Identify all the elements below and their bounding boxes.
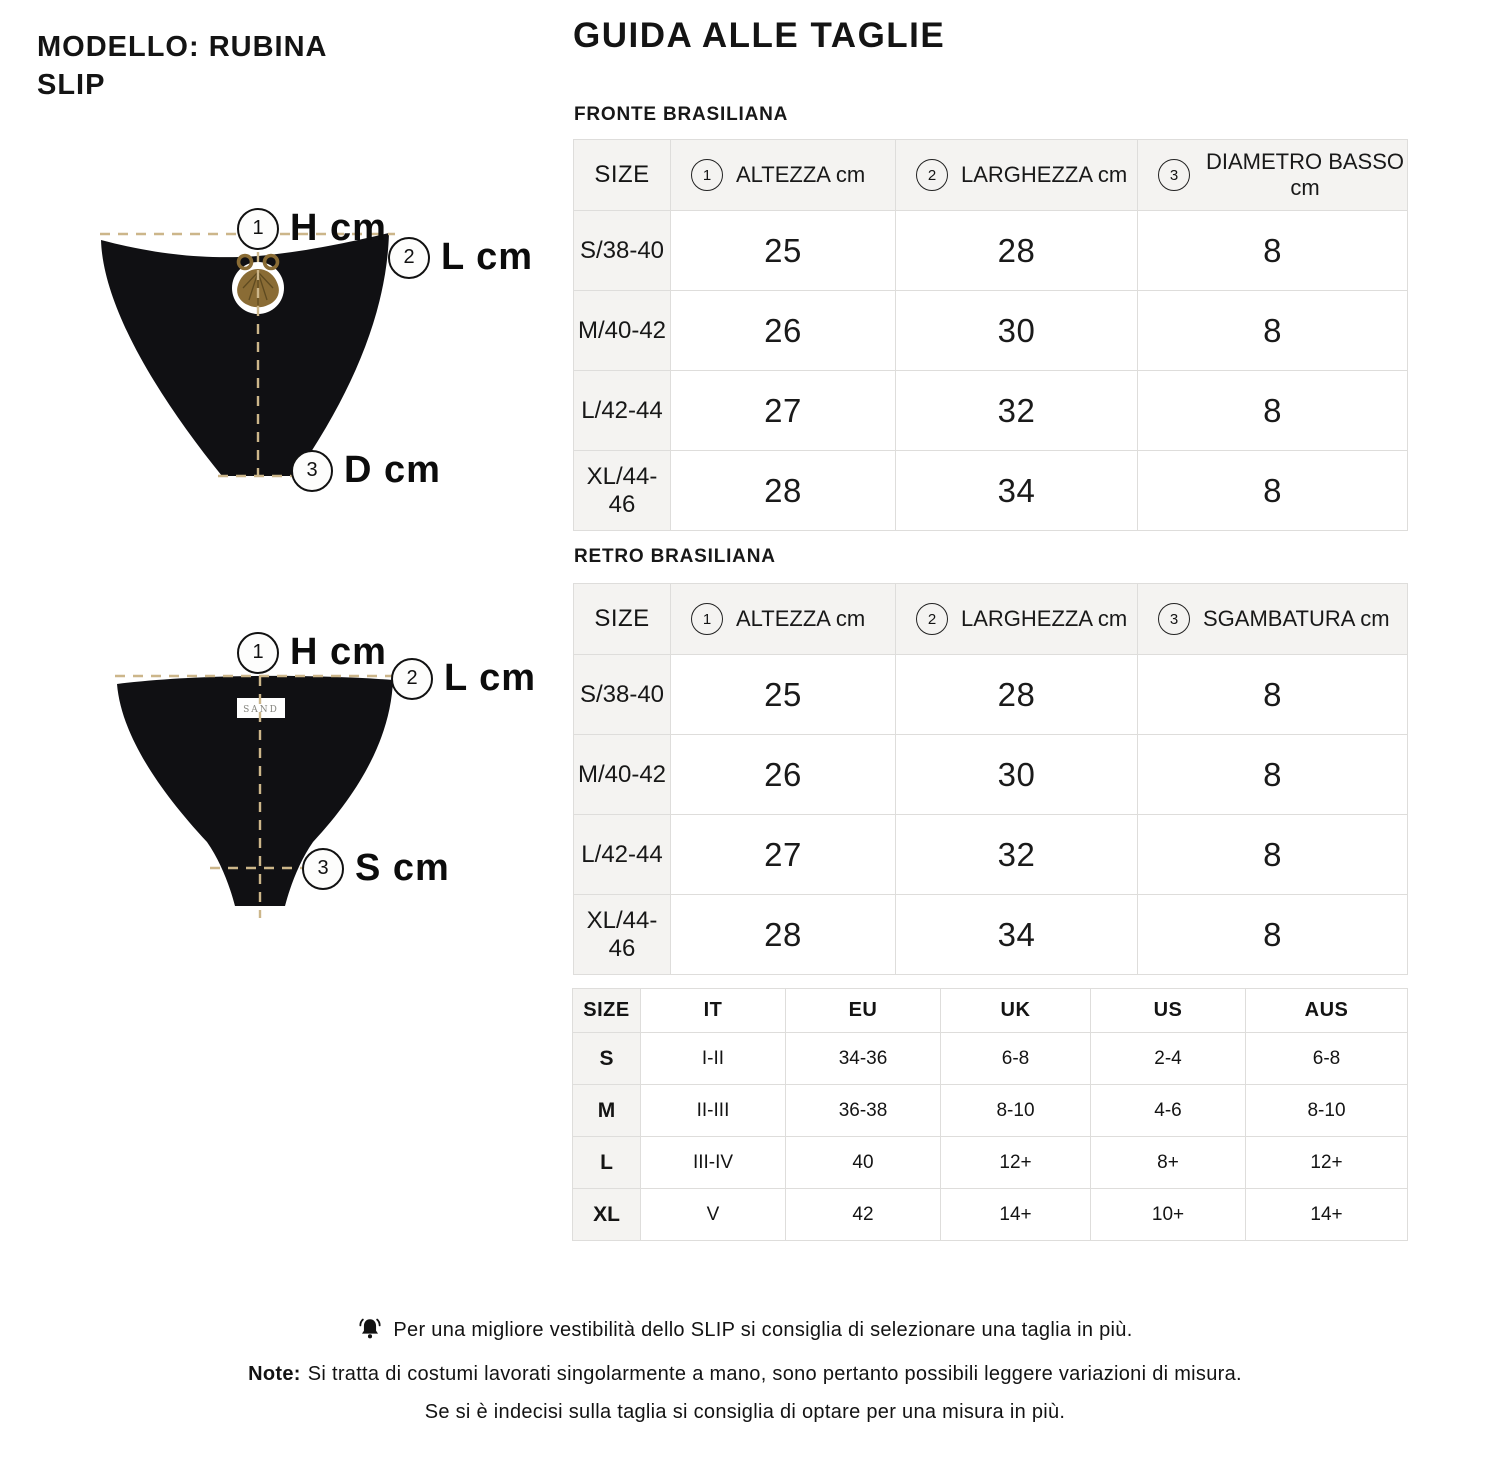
marker-label: L cm — [444, 657, 537, 699]
value-cell: 34 — [896, 895, 1138, 975]
header-cell-altezza — [671, 584, 896, 655]
handmade-note-line — [0, 1363, 1490, 1386]
value-cell: 8 — [1138, 815, 1408, 895]
value-cell: 28 — [896, 211, 1138, 291]
value-cell: 28 — [671, 451, 896, 531]
header-row — [574, 584, 1408, 655]
header-row — [573, 989, 1408, 1033]
size-cell: S — [573, 1033, 641, 1085]
size-cell: XL/44-46 — [574, 451, 671, 531]
value-cell: III-IV — [641, 1137, 786, 1189]
fit-advice-line — [0, 1316, 1490, 1348]
brand-tag-label: SAND — [243, 705, 279, 715]
marker-label: D cm — [344, 449, 441, 491]
value-cell: 14+ — [941, 1189, 1091, 1241]
value-cell: II-III — [641, 1085, 786, 1137]
value-cell: 32 — [896, 815, 1138, 895]
sizing-advice-line: Se si è indecisi sulla taglia si consiglia di optare per una misura in più. — [424, 1401, 1066, 1423]
measure-marker-d — [291, 449, 441, 492]
table-row — [574, 451, 1408, 531]
value-cell: 10+ — [1091, 1189, 1246, 1241]
measure-marker-s — [302, 847, 450, 890]
section-label-retro: RETRO BRASILIANA — [574, 546, 776, 567]
value-cell: 8+ — [1091, 1137, 1246, 1189]
value-cell: 14+ — [1246, 1189, 1408, 1241]
measure-marker-h — [237, 207, 387, 250]
size-cell: L — [573, 1137, 641, 1189]
size-cell: M — [573, 1085, 641, 1137]
value-cell: 8 — [1138, 291, 1408, 371]
circled-number-1: 1 — [691, 603, 723, 635]
size-cell: L/42-44 — [574, 371, 671, 451]
header-cell-it: IT — [641, 989, 786, 1033]
header-cell-diametro — [1138, 140, 1408, 211]
marker-label: S cm — [355, 847, 450, 889]
handmade-note-text: Si tratta di costumi lavorati singolarmente a mano, sono pertanto possibili leggere variazioni di misura. — [307, 1363, 1242, 1385]
header-label: ALTEZZA cm — [736, 606, 866, 631]
front-diagram — [55, 185, 555, 520]
circled-number-3: 3 — [1158, 603, 1190, 635]
value-cell: 8 — [1138, 735, 1408, 815]
size-cell: XL/44-46 — [574, 895, 671, 975]
marker-number: 3 — [302, 848, 344, 890]
value-cell: 12+ — [941, 1137, 1091, 1189]
table-row — [574, 815, 1408, 895]
value-cell: 2-4 — [1091, 1033, 1246, 1085]
header-cell-aus: AUS — [1246, 989, 1408, 1033]
value-cell: 4-6 — [1091, 1085, 1246, 1137]
marker-label: H cm — [290, 631, 387, 673]
value-cell: 6-8 — [941, 1033, 1091, 1085]
value-cell: 28 — [671, 895, 896, 975]
marker-number: 1 — [237, 632, 279, 674]
value-cell: 6-8 — [1246, 1033, 1408, 1085]
size-cell: M/40-42 — [574, 735, 671, 815]
marker-number: 1 — [237, 208, 279, 250]
value-cell: V — [641, 1189, 786, 1241]
header-cell-sgambatura — [1138, 584, 1408, 655]
value-cell: 36-38 — [786, 1085, 941, 1137]
header-label: LARGHEZZA cm — [961, 606, 1128, 631]
value-cell: 8 — [1138, 895, 1408, 975]
header-label: ALTEZZA cm — [736, 162, 866, 187]
marker-number: 3 — [291, 450, 333, 492]
size-cell: S/38-40 — [574, 211, 671, 291]
size-cell: L/42-44 — [574, 815, 671, 895]
section-label-fronte: FRONTE BRASILIANA — [574, 104, 789, 125]
table-row — [573, 1033, 1408, 1085]
value-cell: 25 — [671, 655, 896, 735]
value-cell: 27 — [671, 815, 896, 895]
header-label: SGAMBATURA cm — [1203, 606, 1390, 631]
value-cell: 26 — [671, 735, 896, 815]
header-cell-altezza — [671, 140, 896, 211]
header-cell-size: SIZE — [573, 989, 641, 1033]
bell-icon — [357, 1316, 383, 1348]
header-cell-eu: EU — [786, 989, 941, 1033]
value-cell: 34-36 — [786, 1033, 941, 1085]
table-row — [574, 655, 1408, 735]
size-table-retro — [573, 583, 1408, 975]
header-label: LARGHEZZA cm — [961, 162, 1128, 187]
value-cell: 28 — [896, 655, 1138, 735]
note-prefix: Note: — [248, 1363, 301, 1385]
circled-number-1: 1 — [691, 159, 723, 191]
value-cell: 8-10 — [941, 1085, 1091, 1137]
measure-marker-l — [388, 236, 533, 279]
header-cell-larghezza — [896, 584, 1138, 655]
value-cell: I-II — [641, 1033, 786, 1085]
value-cell: 8-10 — [1246, 1085, 1408, 1137]
marker-number: 2 — [388, 237, 430, 279]
header-cell-size: SIZE — [574, 584, 671, 655]
size-cell: M/40-42 — [574, 291, 671, 371]
circled-number-2: 2 — [916, 159, 948, 191]
value-cell: 8 — [1138, 371, 1408, 451]
value-cell: 32 — [896, 371, 1138, 451]
marker-number: 2 — [391, 658, 433, 700]
value-cell: 34 — [896, 451, 1138, 531]
header-label: DIAMETRO BASSO cm — [1205, 149, 1405, 200]
table-row — [573, 1189, 1408, 1241]
table-row — [574, 735, 1408, 815]
value-cell: 30 — [896, 291, 1138, 371]
value-cell: 27 — [671, 371, 896, 451]
value-cell: 8 — [1138, 211, 1408, 291]
value-cell: 26 — [671, 291, 896, 371]
header-cell-us: US — [1091, 989, 1246, 1033]
header-cell-larghezza — [896, 140, 1138, 211]
page-title: GUIDA ALLE TAGLIE — [573, 16, 946, 55]
circled-number-3: 3 — [1158, 159, 1190, 191]
fit-advice-text: Per una migliore vestibilità dello SLIP si consiglia di selezionare una taglia in più. — [393, 1319, 1133, 1341]
size-cell: S/38-40 — [574, 655, 671, 735]
table-row — [574, 895, 1408, 975]
value-cell: 8 — [1138, 451, 1408, 531]
header-row — [574, 140, 1408, 211]
size-conversion-table — [572, 988, 1408, 1241]
measure-marker-h — [237, 631, 387, 674]
size-cell: XL — [573, 1189, 641, 1241]
table-row — [574, 371, 1408, 451]
marker-label: L cm — [441, 236, 534, 278]
size-table-fronte — [573, 139, 1408, 531]
value-cell: 8 — [1138, 655, 1408, 735]
footer-notes — [0, 1316, 1490, 1439]
circled-number-2: 2 — [916, 603, 948, 635]
model-title: MODELLO: RUBINA SLIP — [37, 31, 327, 102]
value-cell: 42 — [786, 1189, 941, 1241]
value-cell: 25 — [671, 211, 896, 291]
header-cell-uk: UK — [941, 989, 1091, 1033]
header-cell-size: SIZE — [574, 140, 671, 211]
measure-marker-l — [391, 657, 536, 700]
table-row — [573, 1137, 1408, 1189]
value-cell: 30 — [896, 735, 1138, 815]
table-row — [574, 291, 1408, 371]
value-cell: 12+ — [1246, 1137, 1408, 1189]
back-diagram — [55, 610, 555, 945]
table-row — [573, 1085, 1408, 1137]
table-row — [574, 211, 1408, 291]
value-cell: 40 — [786, 1137, 941, 1189]
marker-label: H cm — [290, 207, 387, 249]
